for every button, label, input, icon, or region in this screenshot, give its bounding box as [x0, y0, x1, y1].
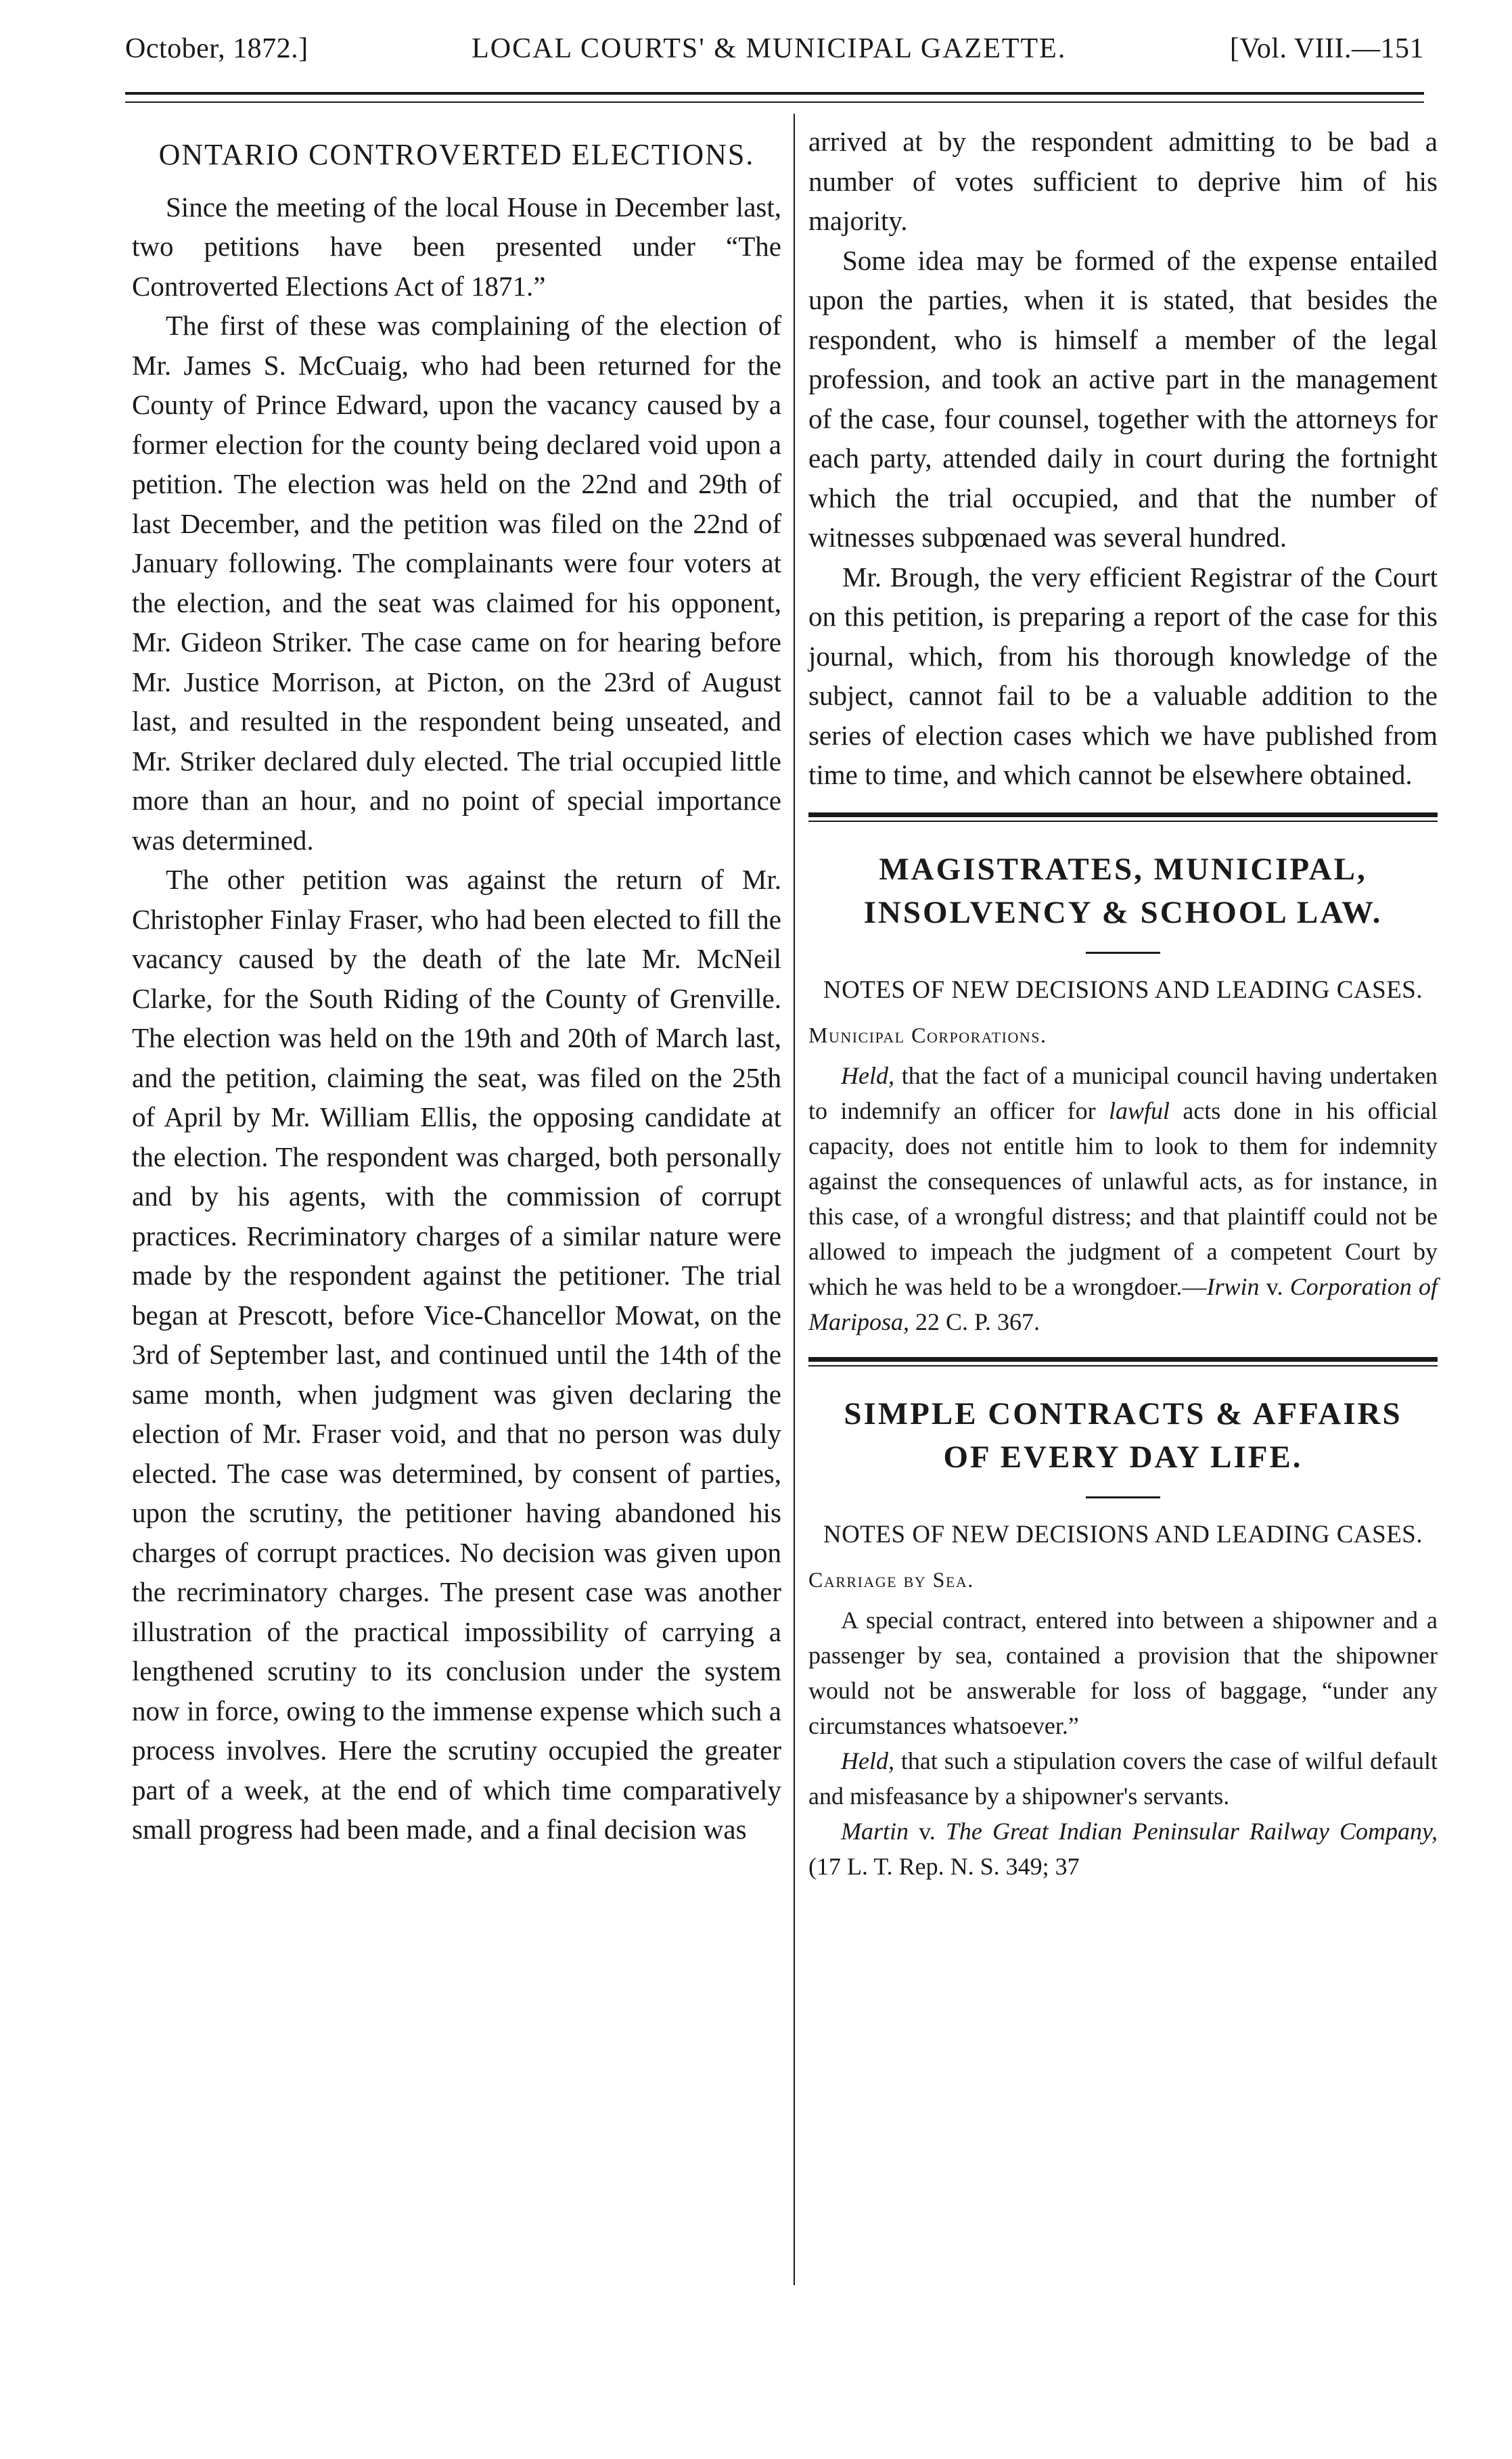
section-heading-contracts-line2: OF EVERY DAY LIFE.: [943, 1439, 1303, 1475]
note-lawful: lawful: [1108, 1097, 1170, 1124]
note-carriage-para2: [808, 1743, 1438, 1814]
short-rule-1: [1086, 952, 1160, 954]
category-municipal: Municipal Corporations.: [808, 1022, 1047, 1047]
category-carriage: Carriage by Sea.: [808, 1567, 974, 1592]
article-paragraph-4: Some idea may be formed of the expense entailed upon the parties, when it is stated, that besides the respondent, who is himself a member of the legal profession, and took an active part in the management of the case, four counsel, together with the attorneys for each party, attended daily in court during the fortnight which the trial occupied, and that the number of witnesses subpœnaed was several hundred.: [808, 244, 1438, 553]
section-rule-1: [808, 812, 1438, 822]
note-municipal-text: [808, 1058, 1438, 1339]
case-name-martin: Martin: [841, 1817, 909, 1845]
case-name-mariposa: Corporation of Mariposa,: [808, 1272, 1438, 1335]
section-subheading-2: NOTES OF NEW DECISIONS AND LEADING CASES.: [823, 1520, 1423, 1548]
note-carriage: [808, 1562, 1438, 1884]
section-heading-magistrates-line2: INSOLVENCY & SCHOOL LAW.: [863, 894, 1383, 930]
case-v: v.: [1259, 1272, 1290, 1300]
header-date: October, 1872.]: [125, 33, 308, 64]
right-column: [808, 122, 1438, 1884]
column-divider: [794, 114, 795, 2285]
note-municipal: [808, 1017, 1438, 1339]
case-v-2: v.: [909, 1817, 946, 1845]
held-label: Held,: [841, 1061, 894, 1089]
header-volume: [Vol. VIII.—151: [1229, 33, 1424, 64]
article-continuation: arrived at by the respondent admitting to be bad a number of votes sufficient to deprive him of his majority.: [808, 126, 1438, 236]
note-carriage-case: [808, 1814, 1438, 1884]
article-paragraph-2: The first of these was complaining of the election of Mr. James S. McCuaig, who had been returned for the County of Prince Edward, upon the vacancy caused by a former election for the county being declared void upon a petition. The election was held on the 22nd and 29th of last December, and the petition was filed on the 22nd of January following. The complainants were four voters at the election, and the seat was claimed for his opponent, Mr. Gideon Striker. The case came on for hearing before Mr. Justice Morrison, at Picton, on the 23rd of August last, and resulted in the respondent being unseated, and Mr. Striker declared duly elected. The trial occupied little more than an hour, and no point of special importance was determined.: [132, 310, 781, 856]
header-title: LOCAL COURTS' & MUNICIPAL GAZETTE.: [472, 33, 1067, 64]
article-paragraph-1: Since the meeting of the local House in December last, two petitions have been presented under “The Controverted Elections Act of 1871.”: [132, 191, 781, 302]
note-carriage-text: that such a stipulation covers the case of wilful default and misfeasance by a shipowner's servants.: [808, 1747, 1438, 1810]
article-paragraph-3: The other petition was against the return of Mr. Christopher Finlay Fraser, who had been elected to fill the vacancy caused by the death of the late Mr. McNeil Clarke, for the South Riding of the County of Grenville. The election was held on the 19th and 20th of March last, and the petition, claiming the seat, was filed on the 25th of April by Mr. William Ellis, the opposing candidate at the election. The respondent was charged, both personally and by his agents, with the commission of corrupt practices. Recriminatory charges of a similar nature were made by the respondent against the petitioner. The trial began at Prescott, before Vice-Chancellor Mowat, on the 3rd of September last, and continued until the 14th of the same month, when judgment was given declaring the election of Mr. Fraser void, and that no person was duly elected. The case was determined, by consent of parties, upon the scrutiny, the petitioner having abandoned his charges of corrupt practices. No decision was given upon the recriminatory charges. The present case was another illustration of the practical impossibility of carrying a lengthened scrutiny to its conclusion under the system now in force, owing to the immense expense which such a process involves. Here the scrutiny occupied the greater part of a week, at the end of which time comparatively small progress had been made, and a final decision was: [132, 864, 781, 1845]
case-cite: 22 C. P. 367.: [909, 1308, 1040, 1335]
article-heading: ONTARIO CONTROVERTED ELECTIONS.: [158, 138, 755, 171]
note-carriage-para1: A special contract, entered into between a shipowner and a passenger by sea, contained a provision that the shipowner would not be answerable for loss of baggage, “under any circumstances whatsoever.”: [808, 1606, 1438, 1739]
header-rule: [125, 92, 1424, 103]
page-header: [125, 32, 1424, 65]
note-text-a: that the fact of a municipal council having undertaken to indemnify an officer for: [808, 1061, 1438, 1124]
section-subheading-1: NOTES OF NEW DECISIONS AND LEADING CASES.: [823, 975, 1423, 1004]
held-label-2: Held,: [841, 1747, 894, 1774]
left-column: [132, 122, 781, 1849]
section-rule-2: [808, 1357, 1438, 1366]
case-cite-2: (17 L. T. Rep. N. S. 349; 37: [808, 1852, 1080, 1880]
case-name-railway: The Great Indian Peninsular Railway Company,: [945, 1817, 1438, 1845]
note-text-b: acts done in his official capacity, does not entitle him to look to them for indemnity against the consequences of unlawful acts, as for instance, in this case, of a wrongful distress; and that plaintiff could not be allowed to impeach the judgment of a competent Court by which he was held to be a wrongdoer.—: [808, 1097, 1438, 1300]
short-rule-2: [1086, 1496, 1160, 1498]
case-name-irwin: Irwin: [1206, 1272, 1260, 1300]
section-heading-contracts-line1: SIMPLE CONTRACTS & AFFAIRS: [844, 1396, 1402, 1431]
section-heading-magistrates-line1: MAGISTRATES, MUNICIPAL,: [879, 851, 1367, 887]
article-paragraph-5: Mr. Brough, the very efficient Registrar of the Court on this petition, is preparing a report of the case for this journal, which, from his thorough knowledge of the subject, cannot fail to be a valuable addition to the series of election cases which we have published from time to time, and which cannot be elsewhere obtained.: [808, 561, 1438, 790]
